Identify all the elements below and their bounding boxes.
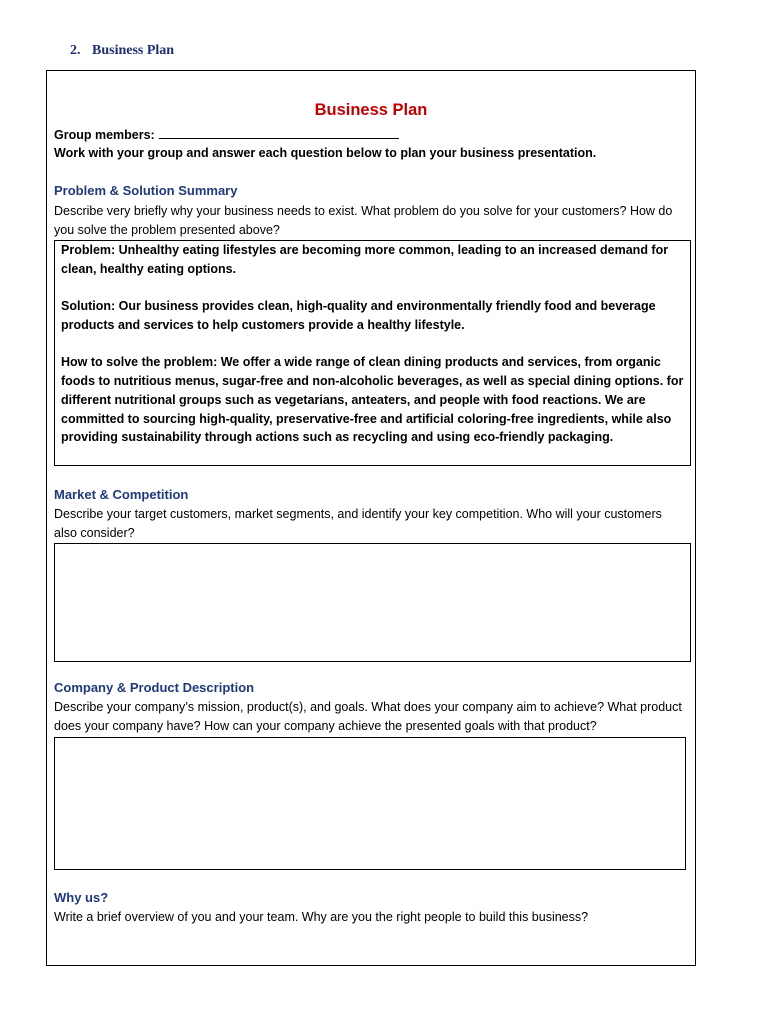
instructions: Work with your group and answer each question below to plan your business presentation. [54,146,597,160]
why-us-heading: Why us? [54,890,109,905]
answer-problem: Problem: Unhealthy eating lifestyles are becoming more common, leading to an increased demand for clean, healthy eating options. [61,243,669,276]
business-plan-form [46,70,696,966]
form-title: Business Plan [314,101,428,119]
market-competition-heading: Market & Competition [54,487,189,502]
group-members-label: Group members: [54,128,155,142]
section-number: 2. [70,43,81,58]
company-product-answer-box[interactable] [54,737,686,870]
group-members-blank[interactable] [159,125,399,139]
market-competition-description: Describe your target customers, market segments, and identify your key competition. Who will your customers also consider? [54,507,662,540]
problem-solution-heading: Problem & Solution Summary [54,183,238,198]
group-members-row [54,125,399,145]
problem-solution-answer-box[interactable] [54,240,691,466]
market-competition-answer-box[interactable] [54,543,691,662]
section-label: Business Plan [92,43,175,58]
company-product-description: Describe your company’s mission, product(s), and goals. What does your company aim to achieve? What product does your company have? How can your company achieve the presented goals with that product? [54,700,682,733]
company-product-heading: Company & Product Description [54,680,255,695]
section-heading [70,43,174,59]
why-us-description: Write a brief overview of you and your team. Why are you the right people to build this business? [54,910,589,924]
answer-solution: Solution: Our business provides clean, high-quality and environmentally friendly food and beverage products and services to help customers provide a healthy lifestyle. [61,299,656,332]
answer-how-to-solve: How to solve the problem: We offer a wide range of clean dining products and services, from organic foods to nutritious menus, sugar-free and non-alcoholic beverages, as well as special dining options. for different nutritional groups such as vegetarians, anteaters, and people with food reactions. We are committed to sourcing high-quality, preservative-free and artificial coloring-free ingredients, while also providing sustainability through actions such as recycling and using eco-friendly packaging. [61,355,684,445]
problem-solution-description: Describe very briefly why your business needs to exist. What problem do you solve for your customers? How do you solve the problem presented above? [54,204,673,237]
